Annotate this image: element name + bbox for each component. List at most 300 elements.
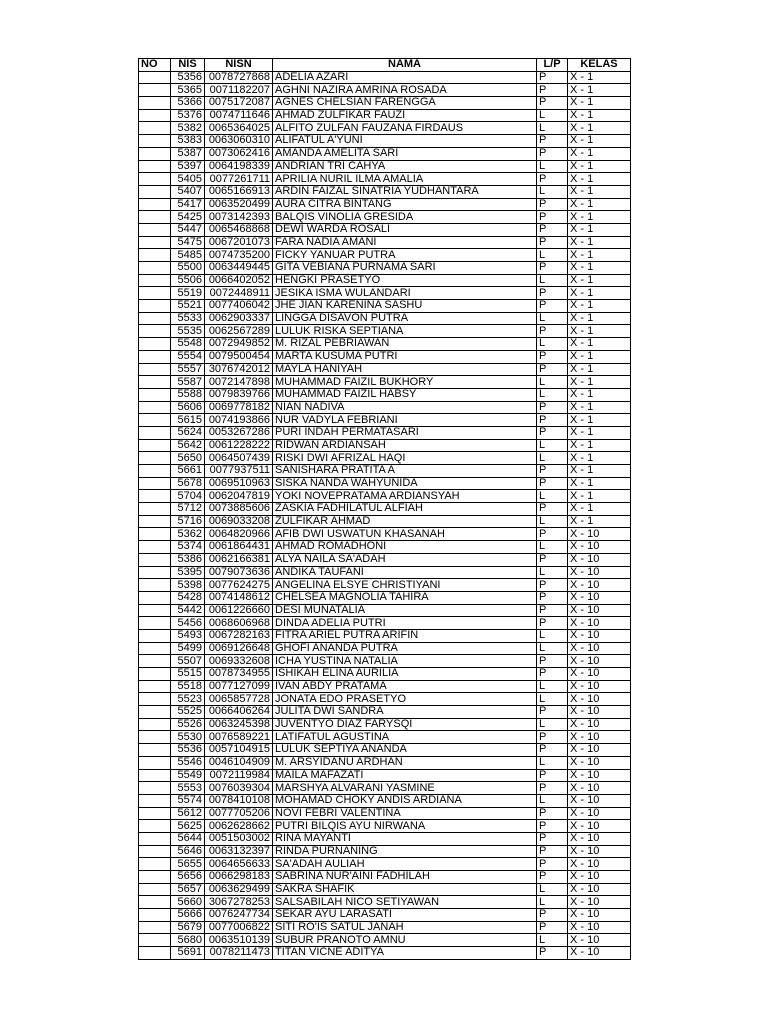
cell-nis: 5530 xyxy=(171,731,205,744)
cell-nisn: 0061226660 xyxy=(205,604,273,617)
table-row xyxy=(139,794,631,807)
table-row xyxy=(139,338,631,351)
cell-nisn: 0076039304 xyxy=(205,782,273,795)
cell-nisn: 0076247734 xyxy=(205,909,273,922)
table-row xyxy=(139,109,631,122)
cell-nama: MUHAMMAD FAIZIL BUKHORY xyxy=(273,376,537,389)
cell-kelas: X - 1 xyxy=(568,325,631,338)
cell-no xyxy=(139,388,171,401)
cell-kelas: X - 1 xyxy=(568,160,631,173)
table-row xyxy=(139,274,631,287)
cell-no xyxy=(139,274,171,287)
cell-nisn: 0057104915 xyxy=(205,744,273,757)
cell-nama: HENGKI PRASETYO xyxy=(273,274,537,287)
cell-nisn: 0073062416 xyxy=(205,147,273,160)
cell-nama: ALYA NAILA SA'ADAH xyxy=(273,553,537,566)
cell-nisn: 0063245398 xyxy=(205,718,273,731)
cell-nis: 5644 xyxy=(171,832,205,845)
cell-lp: L xyxy=(537,934,568,947)
cell-lp: P xyxy=(537,84,568,97)
cell-nis: 5625 xyxy=(171,820,205,833)
cell-lp: L xyxy=(537,312,568,325)
cell-no xyxy=(139,642,171,655)
cell-no xyxy=(139,160,171,173)
cell-nis: 5523 xyxy=(171,693,205,706)
cell-kelas: X - 10 xyxy=(568,693,631,706)
cell-nama: M. RIZAL PEBRIAWAN xyxy=(273,338,537,351)
cell-kelas: X - 1 xyxy=(568,223,631,236)
cell-kelas: X - 1 xyxy=(568,477,631,490)
cell-nisn: 0077127099 xyxy=(205,680,273,693)
cell-nis: 5574 xyxy=(171,794,205,807)
table-row xyxy=(139,401,631,414)
cell-nama: JONATA EDO PRASETYO xyxy=(273,693,537,706)
cell-no xyxy=(139,426,171,439)
table-row xyxy=(139,680,631,693)
cell-lp: P xyxy=(537,947,568,960)
cell-nis: 5525 xyxy=(171,706,205,719)
cell-nis: 5666 xyxy=(171,909,205,922)
cell-lp: P xyxy=(537,832,568,845)
cell-nisn: 0077261711 xyxy=(205,173,273,186)
cell-nisn: 0072448911 xyxy=(205,287,273,300)
cell-nisn: 0063510139 xyxy=(205,934,273,947)
cell-lp: P xyxy=(537,579,568,592)
cell-nis: 5678 xyxy=(171,477,205,490)
cell-nis: 5382 xyxy=(171,122,205,135)
cell-no xyxy=(139,71,171,84)
table-row xyxy=(139,909,631,922)
cell-kelas: X - 1 xyxy=(568,300,631,313)
cell-lp: P xyxy=(537,782,568,795)
cell-no xyxy=(139,782,171,795)
header-nama: NAMA xyxy=(273,59,537,72)
cell-nisn: 0046104909 xyxy=(205,756,273,769)
table-row xyxy=(139,629,631,642)
cell-nisn: 0066402052 xyxy=(205,274,273,287)
cell-kelas: X - 10 xyxy=(568,655,631,668)
cell-kelas: X - 1 xyxy=(568,452,631,465)
cell-no xyxy=(139,693,171,706)
cell-no xyxy=(139,604,171,617)
cell-lp: L xyxy=(537,338,568,351)
cell-nis: 5661 xyxy=(171,465,205,478)
cell-lp: P xyxy=(537,858,568,871)
table-row xyxy=(139,655,631,668)
cell-nis: 5376 xyxy=(171,109,205,122)
cell-kelas: X - 10 xyxy=(568,680,631,693)
cell-nama: RINA MAYANTI xyxy=(273,832,537,845)
cell-lp: L xyxy=(537,388,568,401)
cell-kelas: X - 10 xyxy=(568,604,631,617)
cell-no xyxy=(139,84,171,97)
cell-kelas: X - 10 xyxy=(568,896,631,909)
cell-lp: L xyxy=(537,680,568,693)
cell-no xyxy=(139,896,171,909)
cell-nisn: 0077624275 xyxy=(205,579,273,592)
cell-nama: LULUK SEPTIYA ANANDA xyxy=(273,744,537,757)
table-row xyxy=(139,566,631,579)
cell-kelas: X - 10 xyxy=(568,883,631,896)
table-row xyxy=(139,376,631,389)
cell-nisn: 0074735200 xyxy=(205,249,273,262)
cell-nis: 5650 xyxy=(171,452,205,465)
cell-no xyxy=(139,439,171,452)
cell-no xyxy=(139,579,171,592)
table-row xyxy=(139,693,631,706)
cell-nis: 5612 xyxy=(171,807,205,820)
cell-nis: 5536 xyxy=(171,744,205,757)
cell-nama: SISKA NANDA WAHYUNIDA xyxy=(273,477,537,490)
cell-lp: P xyxy=(537,147,568,160)
cell-lp: L xyxy=(537,160,568,173)
cell-nisn: 0068606968 xyxy=(205,617,273,630)
table-row xyxy=(139,642,631,655)
cell-nis: 5356 xyxy=(171,71,205,84)
cell-nis: 5515 xyxy=(171,668,205,681)
cell-nama: SITI RO'IS SATUL JANAH xyxy=(273,921,537,934)
cell-no xyxy=(139,249,171,262)
cell-lp: P xyxy=(537,71,568,84)
cell-lp: L xyxy=(537,718,568,731)
header-nisn: NISN xyxy=(205,59,273,72)
cell-nis: 5646 xyxy=(171,845,205,858)
cell-kelas: X - 10 xyxy=(568,528,631,541)
cell-lp: L xyxy=(537,439,568,452)
cell-lp: L xyxy=(537,185,568,198)
cell-lp: L xyxy=(537,794,568,807)
cell-nis: 5507 xyxy=(171,655,205,668)
cell-nis: 5548 xyxy=(171,338,205,351)
cell-lp: L xyxy=(537,515,568,528)
cell-kelas: X - 10 xyxy=(568,706,631,719)
cell-nama: TITAN VICNE ADITYA xyxy=(273,947,537,960)
table-row xyxy=(139,706,631,719)
cell-no xyxy=(139,756,171,769)
cell-lp: P xyxy=(537,287,568,300)
cell-kelas: X - 10 xyxy=(568,756,631,769)
cell-kelas: X - 1 xyxy=(568,350,631,363)
cell-no xyxy=(139,452,171,465)
cell-nisn: 0062166381 xyxy=(205,553,273,566)
cell-no xyxy=(139,262,171,275)
cell-kelas: X - 1 xyxy=(568,109,631,122)
cell-nama: PURI INDAH PERMATASARI xyxy=(273,426,537,439)
cell-no xyxy=(139,718,171,731)
cell-no xyxy=(139,300,171,313)
cell-kelas: X - 1 xyxy=(568,84,631,97)
cell-nama: FITRA ARIEL PUTRA ARIFIN xyxy=(273,629,537,642)
cell-nama: APRILIA NURIL ILMA AMALIA xyxy=(273,173,537,186)
cell-no xyxy=(139,744,171,757)
cell-nama: M. ARSYIDANU ARDHAN xyxy=(273,756,537,769)
cell-nama: RISKI DWI AFRIZAL HAQI xyxy=(273,452,537,465)
cell-nis: 5442 xyxy=(171,604,205,617)
cell-no xyxy=(139,211,171,224)
cell-kelas: X - 1 xyxy=(568,274,631,287)
cell-nisn: 0064198339 xyxy=(205,160,273,173)
cell-lp: P xyxy=(537,706,568,719)
cell-kelas: X - 10 xyxy=(568,591,631,604)
header-row xyxy=(139,59,631,72)
cell-no xyxy=(139,338,171,351)
cell-no xyxy=(139,883,171,896)
cell-no xyxy=(139,185,171,198)
cell-nama: IVAN ABDY PRATAMA xyxy=(273,680,537,693)
table-row xyxy=(139,769,631,782)
cell-nisn: 0061228222 xyxy=(205,439,273,452)
table-row xyxy=(139,591,631,604)
cell-nisn: 0069126648 xyxy=(205,642,273,655)
cell-nis: 5506 xyxy=(171,274,205,287)
table-row xyxy=(139,528,631,541)
cell-lp: P xyxy=(537,503,568,516)
table-row xyxy=(139,223,631,236)
cell-lp: P xyxy=(537,820,568,833)
cell-nis: 5587 xyxy=(171,376,205,389)
cell-nama: BALQIS VINOLIA GRESIDA xyxy=(273,211,537,224)
cell-nama: ALIFATUL A'YUNI xyxy=(273,135,537,148)
cell-nis: 5417 xyxy=(171,198,205,211)
cell-no xyxy=(139,858,171,871)
cell-kelas: X - 1 xyxy=(568,185,631,198)
cell-no xyxy=(139,465,171,478)
cell-nisn: 0072949852 xyxy=(205,338,273,351)
table-row xyxy=(139,896,631,909)
cell-no xyxy=(139,706,171,719)
cell-nisn: 0072119984 xyxy=(205,769,273,782)
cell-lp: P xyxy=(537,744,568,757)
cell-no xyxy=(139,655,171,668)
cell-nis: 5362 xyxy=(171,528,205,541)
cell-nama: AGHNI NAZIRA AMRINA ROSADA xyxy=(273,84,537,97)
cell-nisn: 0065468868 xyxy=(205,223,273,236)
cell-nis: 5557 xyxy=(171,363,205,376)
cell-nis: 5499 xyxy=(171,642,205,655)
cell-nama: LULUK RISKA SEPTIANA xyxy=(273,325,537,338)
cell-kelas: X - 1 xyxy=(568,439,631,452)
cell-nisn: 0053267286 xyxy=(205,426,273,439)
student-table xyxy=(138,58,631,960)
cell-no xyxy=(139,236,171,249)
cell-lp: P xyxy=(537,871,568,884)
cell-no xyxy=(139,871,171,884)
cell-lp: L xyxy=(537,566,568,579)
cell-no xyxy=(139,629,171,642)
cell-kelas: X - 1 xyxy=(568,173,631,186)
cell-kelas: X - 1 xyxy=(568,249,631,262)
cell-no xyxy=(139,223,171,236)
cell-nisn: 0069778182 xyxy=(205,401,273,414)
cell-kelas: X - 10 xyxy=(568,820,631,833)
cell-lp: P xyxy=(537,262,568,275)
cell-nama: DEWI WARDA ROSALI xyxy=(273,223,537,236)
header-kelas: KELAS xyxy=(568,59,631,72)
cell-no xyxy=(139,515,171,528)
cell-nisn: 0076589221 xyxy=(205,731,273,744)
cell-nama: DESI MUNATALIA xyxy=(273,604,537,617)
cell-nama: LATIFATUL AGUSTINA xyxy=(273,731,537,744)
cell-kelas: X - 1 xyxy=(568,388,631,401)
cell-nama: SANISHARA PRATITA A xyxy=(273,465,537,478)
cell-no xyxy=(139,794,171,807)
cell-nama: SALSABILAH NICO SETIYAWAN xyxy=(273,896,537,909)
cell-nis: 5588 xyxy=(171,388,205,401)
cell-kelas: X - 1 xyxy=(568,147,631,160)
table-row xyxy=(139,211,631,224)
cell-lp: L xyxy=(537,883,568,896)
cell-nama: RINDA PURNANING xyxy=(273,845,537,858)
cell-kelas: X - 1 xyxy=(568,312,631,325)
cell-kelas: X - 1 xyxy=(568,414,631,427)
table-row xyxy=(139,477,631,490)
cell-lp: P xyxy=(537,845,568,858)
cell-nama: ZASKIA FADHILATUL ALFIAH xyxy=(273,503,537,516)
cell-nisn: 0063629499 xyxy=(205,883,273,896)
cell-lp: L xyxy=(537,376,568,389)
cell-nis: 5398 xyxy=(171,579,205,592)
cell-nisn: 0065364025 xyxy=(205,122,273,135)
cell-nisn: 0065166913 xyxy=(205,185,273,198)
table-row xyxy=(139,312,631,325)
cell-no xyxy=(139,325,171,338)
cell-nama: ZULFIKAR AHMAD xyxy=(273,515,537,528)
table-row xyxy=(139,414,631,427)
cell-nis: 5383 xyxy=(171,135,205,148)
cell-lp: P xyxy=(537,97,568,110)
cell-kelas: X - 10 xyxy=(568,744,631,757)
cell-lp: P xyxy=(537,135,568,148)
cell-kelas: X - 1 xyxy=(568,211,631,224)
cell-nisn: 0077937511 xyxy=(205,465,273,478)
cell-kelas: X - 1 xyxy=(568,122,631,135)
cell-nama: FARA NADIA AMANI xyxy=(273,236,537,249)
cell-lp: L xyxy=(537,642,568,655)
cell-nama: YOKI NOVEPRATAMA ARDIANSYAH xyxy=(273,490,537,503)
cell-kelas: X - 10 xyxy=(568,947,631,960)
cell-nama: GHOFI ANANDA PUTRA xyxy=(273,642,537,655)
cell-kelas: X - 1 xyxy=(568,97,631,110)
cell-nisn: 3076742012 xyxy=(205,363,273,376)
cell-no xyxy=(139,97,171,110)
cell-no xyxy=(139,287,171,300)
cell-nama: AHMAD ZULFIKAR FAUZI xyxy=(273,109,537,122)
table-row xyxy=(139,782,631,795)
cell-nisn: 0063132397 xyxy=(205,845,273,858)
cell-nama: MAYLA HANIYAH xyxy=(273,363,537,376)
cell-nama: ANDRIAN TRI CAHYA xyxy=(273,160,537,173)
cell-nis: 5395 xyxy=(171,566,205,579)
cell-kelas: X - 10 xyxy=(568,871,631,884)
cell-no xyxy=(139,401,171,414)
cell-lp: L xyxy=(537,756,568,769)
cell-nama: AURA CITRA BINTANG xyxy=(273,198,537,211)
cell-nisn: 0072147898 xyxy=(205,376,273,389)
cell-nama: MARSHYA ALVARANI YASMINE xyxy=(273,782,537,795)
table-row xyxy=(139,71,631,84)
cell-nama: ANDIKA TAUFANI xyxy=(273,566,537,579)
table-row xyxy=(139,858,631,871)
cell-nama: MARTA KUSUMA PUTRI xyxy=(273,350,537,363)
cell-nis: 5655 xyxy=(171,858,205,871)
cell-nis: 5387 xyxy=(171,147,205,160)
cell-lp: P xyxy=(537,401,568,414)
table-row xyxy=(139,744,631,757)
cell-nisn: 0075172087 xyxy=(205,97,273,110)
table-row xyxy=(139,135,631,148)
cell-nisn: 3067278253 xyxy=(205,896,273,909)
cell-no xyxy=(139,198,171,211)
cell-lp: L xyxy=(537,249,568,262)
cell-nama: SABRINA NUR'AINI FADHILAH xyxy=(273,871,537,884)
table-body xyxy=(139,71,631,959)
cell-nis: 5554 xyxy=(171,350,205,363)
cell-nisn: 0064656633 xyxy=(205,858,273,871)
cell-kelas: X - 1 xyxy=(568,515,631,528)
cell-no xyxy=(139,731,171,744)
cell-lp: L xyxy=(537,896,568,909)
cell-nama: SAKRA SHAFIK xyxy=(273,883,537,896)
cell-nis: 5615 xyxy=(171,414,205,427)
cell-nisn: 0078727868 xyxy=(205,71,273,84)
cell-nis: 5679 xyxy=(171,921,205,934)
cell-nisn: 0063060310 xyxy=(205,135,273,148)
cell-nama: PUTRI BILQIS AYU NIRWANA xyxy=(273,820,537,833)
table-row xyxy=(139,426,631,439)
cell-nis: 5526 xyxy=(171,718,205,731)
cell-nis: 5386 xyxy=(171,553,205,566)
table-row xyxy=(139,718,631,731)
cell-kelas: X - 10 xyxy=(568,553,631,566)
cell-nama: NUR VADYLA FEBRIANI xyxy=(273,414,537,427)
cell-kelas: X - 1 xyxy=(568,135,631,148)
cell-nis: 5712 xyxy=(171,503,205,516)
cell-nama: LINGGA DISAVON PUTRA xyxy=(273,312,537,325)
cell-nis: 5456 xyxy=(171,617,205,630)
cell-lp: P xyxy=(537,553,568,566)
cell-nis: 5485 xyxy=(171,249,205,262)
cell-nama: ALFITO ZULFAN FAUZANA FIRDAUS xyxy=(273,122,537,135)
cell-kelas: X - 1 xyxy=(568,287,631,300)
cell-kelas: X - 10 xyxy=(568,782,631,795)
table-row xyxy=(139,452,631,465)
cell-lp: P xyxy=(537,325,568,338)
table-row xyxy=(139,236,631,249)
cell-no xyxy=(139,414,171,427)
cell-no xyxy=(139,490,171,503)
cell-nama: GITA VEBIANA PURNAMA SARI xyxy=(273,262,537,275)
table-row xyxy=(139,604,631,617)
cell-lp: L xyxy=(537,629,568,642)
cell-nis: 5680 xyxy=(171,934,205,947)
cell-nis: 5533 xyxy=(171,312,205,325)
cell-nama: SUBUR PRANOTO AMNU xyxy=(273,934,537,947)
table-row xyxy=(139,350,631,363)
cell-kelas: X - 1 xyxy=(568,262,631,275)
table-row xyxy=(139,198,631,211)
cell-nama: DINDA ADELIA PUTRI xyxy=(273,617,537,630)
cell-lp: P xyxy=(537,198,568,211)
table-row xyxy=(139,579,631,592)
cell-nisn: 0067282163 xyxy=(205,629,273,642)
table-row xyxy=(139,668,631,681)
cell-nisn: 0074711646 xyxy=(205,109,273,122)
cell-no xyxy=(139,832,171,845)
header-no: NO xyxy=(139,59,171,72)
cell-lp: P xyxy=(537,426,568,439)
cell-lp: P xyxy=(537,668,568,681)
cell-nisn: 0073885606 xyxy=(205,503,273,516)
